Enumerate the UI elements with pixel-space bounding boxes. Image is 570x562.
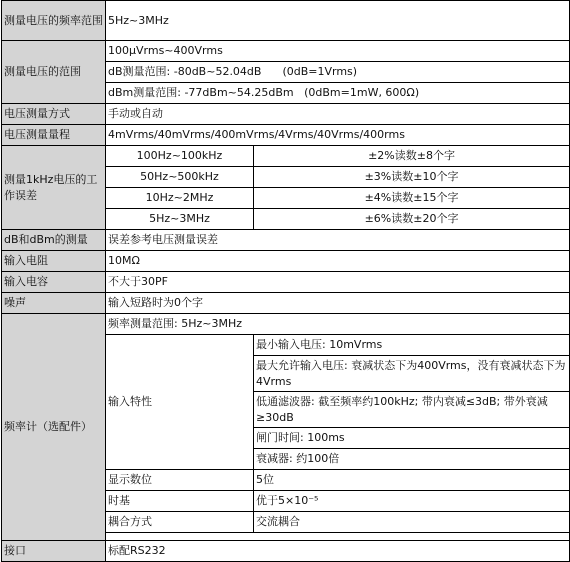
label-freq-range: 测量电压的频率范围	[2, 1, 106, 41]
row-ranges	[2, 125, 570, 146]
label-ranges: 电压测量量程	[2, 125, 106, 146]
row-noise	[2, 293, 570, 314]
input-char-item: 闸门时间: 100ms	[254, 428, 570, 449]
row-input-c	[2, 272, 570, 293]
label-noise: 噪声	[2, 293, 106, 314]
error-band: 5Hz~3MHz	[106, 209, 254, 230]
label-mode: 电压测量方式	[2, 104, 106, 125]
value-voltage-range-3: dBm测量范围: -77dBm~54.25dBm (0dBm=1mW, 600Ω)	[106, 83, 570, 104]
error-tol: ±2%读数±8个字	[254, 146, 570, 167]
value-mode: 手动或自动	[106, 104, 570, 125]
input-char-item: 低通滤波器: 截至频率约100kHz; 带内衰减≤3dB; 带外衰减≥30dB	[254, 392, 570, 428]
value-counter-range: 频率测量范围: 5Hz~3MHz	[106, 314, 570, 335]
value-noise: 输入短路时为0个字	[106, 293, 570, 314]
value-voltage-range-2: dB测量范围: -80dB~52.04dB (0dB=1Vrms)	[106, 62, 570, 83]
label-coupling: 耦合方式	[106, 512, 254, 533]
input-char-item: 最小输入电压: 10mVrms	[254, 335, 570, 356]
label-input-char: 输入特性	[106, 335, 254, 470]
row-error	[2, 146, 570, 167]
row-db	[2, 230, 570, 251]
value-input-c: 不大于30PF	[106, 272, 570, 293]
row-input-r	[2, 251, 570, 272]
error-band: 100Hz~100kHz	[106, 146, 254, 167]
row-freq-range	[2, 1, 570, 41]
input-char-item: 最大允许输入电压: 衰减状态下为400Vrms，没有衰减状态下为4Vrms	[254, 356, 570, 392]
label-error: 测量1kHz电压的工作误差	[2, 146, 106, 230]
row-mode	[2, 104, 570, 125]
row-counter	[2, 314, 570, 335]
label-db: dB和dBm的测量	[2, 230, 106, 251]
value-freq-range: 5Hz~3MHz	[106, 1, 570, 41]
value-input-r: 10MΩ	[106, 251, 570, 272]
row-iface	[2, 541, 570, 562]
label-input-c: 输入电容	[2, 272, 106, 293]
value-timebase: 优于5×10⁻⁵	[254, 491, 570, 512]
label-digits: 显示数位	[106, 470, 254, 491]
label-input-r: 输入电阻	[2, 251, 106, 272]
value-ranges: 4mVrms/40mVrms/400mVrms/4Vrms/40Vrms/400rms	[106, 125, 570, 146]
value-voltage-range-1: 100μVrms~400Vrms	[106, 41, 570, 62]
counter-spacer	[106, 533, 570, 541]
value-coupling: 交流耦合	[254, 512, 570, 533]
row-voltage-range	[2, 41, 570, 62]
value-digits: 5位	[254, 470, 570, 491]
error-tol: ±3%读数±10个字	[254, 167, 570, 188]
value-iface: 标配RS232	[106, 541, 570, 562]
input-char-item: 衰减器: 约100倍	[254, 449, 570, 470]
error-band: 10Hz~2MHz	[106, 188, 254, 209]
label-iface: 接口	[2, 541, 106, 562]
value-db: 误差参考电压测量误差	[106, 230, 570, 251]
error-tol: ±6%读数±20个字	[254, 209, 570, 230]
error-tol: ±4%读数±15个字	[254, 188, 570, 209]
error-band: 50Hz~500kHz	[106, 167, 254, 188]
label-voltage-range: 测量电压的范围	[2, 41, 106, 104]
label-timebase: 时基	[106, 491, 254, 512]
spec-table	[1, 0, 570, 562]
label-counter: 频率计（选配件）	[2, 314, 106, 541]
